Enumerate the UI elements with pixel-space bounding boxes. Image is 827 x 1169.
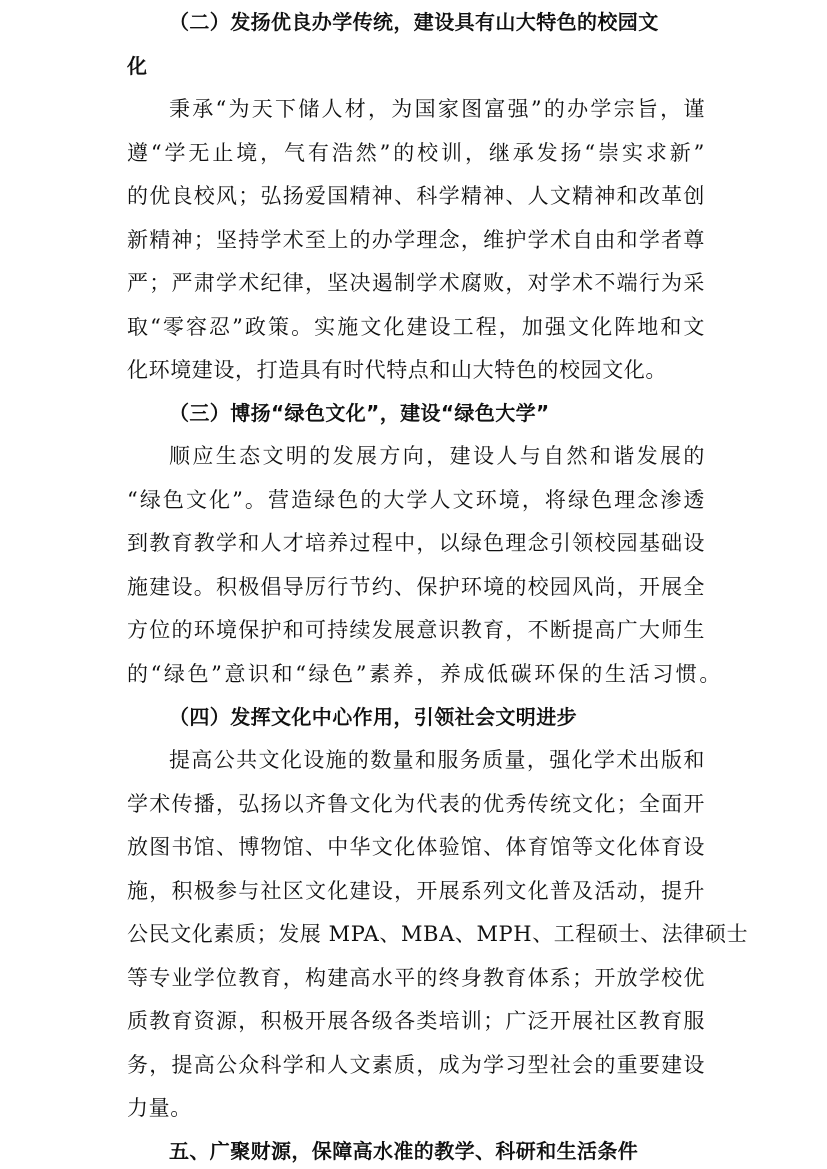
paragraph-line: 严；严肃学术纪律，坚决遏制学术腐败，对学术不端行为采 xyxy=(127,271,705,295)
paragraph-line: 化环境建设，打造具有时代特点和山大特色的校园文化。 xyxy=(127,358,667,382)
paragraph-line: 的优良校风；弘扬爱国精神、科学精神、人文精神和改革创 xyxy=(127,184,705,208)
paragraph-line: 到教育教学和人才培养过程中，以绿色理念引领校园基础设 xyxy=(127,531,705,555)
paragraph-line: “绿色文化”。营造绿色的大学人文环境，将绿色理念渗透 xyxy=(127,488,705,512)
chapter-heading-5: 五、广聚财源，保障高水准的教学、科研和生活条件 xyxy=(169,1139,639,1163)
paragraph-line: 取“零容忍”政策。实施文化建设工程，加强文化阵地和文 xyxy=(127,315,705,339)
paragraph-line: 放图书馆、博物馆、中华文化体验馆、体育馆等文化体育设 xyxy=(127,835,705,859)
section-heading-2: （二）发扬优良办学传统，建设具有山大特色的校园文 xyxy=(169,10,659,34)
paragraph-line: 顺应生态文明的发展方向，建设人与自然和谐发展的 xyxy=(169,444,705,468)
paragraph-line: 公民文化素质；发展 MPA、MBA、MPH、工程硕士、法律硕士 xyxy=(127,922,749,946)
paragraph-line: 学术传播，弘扬以齐鲁文化为代表的优秀传统文化；全面开 xyxy=(127,792,705,816)
paragraph-line: 力量。 xyxy=(127,1096,192,1120)
section-heading-2-continued: 化 xyxy=(127,54,148,78)
paragraph-line: 务，提高公众科学和人文素质，成为学习型社会的重要建设 xyxy=(127,1053,705,1077)
paragraph-line: 提高公共文化设施的数量和服务质量，强化学术出版和 xyxy=(169,748,705,772)
paragraph-line: 施建设。积极倡导厉行节约、保护环境的校园风尚，开展全 xyxy=(127,575,705,599)
paragraph-line: 方位的环境保护和可持续发展意识教育，不断提高广大师生 xyxy=(127,618,705,642)
paragraph-line: 等专业学位教育，构建高水平的终身教育体系；开放学校优 xyxy=(127,966,705,990)
paragraph-line: 遵“学无止境，气有浩然”的校训，继承发扬“崇实求新” xyxy=(127,141,705,165)
paragraph-line: 质教育资源，积极开展各级各类培训；广泛开展社区教育服 xyxy=(127,1009,705,1033)
paragraph-line: 的“绿色”意识和“绿色”素养，养成低碳环保的生活习惯。 xyxy=(127,662,721,686)
section-heading-4: （四）发挥文化中心作用，引领社会文明进步 xyxy=(169,705,577,729)
paragraph-line: 新精神；坚持学术至上的办学理念，维护学术自由和学者尊 xyxy=(127,228,705,252)
paragraph-line: 秉承“为天下储人材，为国家图富强”的办学宗旨，谨 xyxy=(169,97,705,121)
section-heading-3: （三）博扬“绿色文化”，建设“绿色大学” xyxy=(169,401,550,425)
paragraph-line: 施，积极参与社区文化建设，开展系列文化普及活动，提升 xyxy=(127,879,705,903)
